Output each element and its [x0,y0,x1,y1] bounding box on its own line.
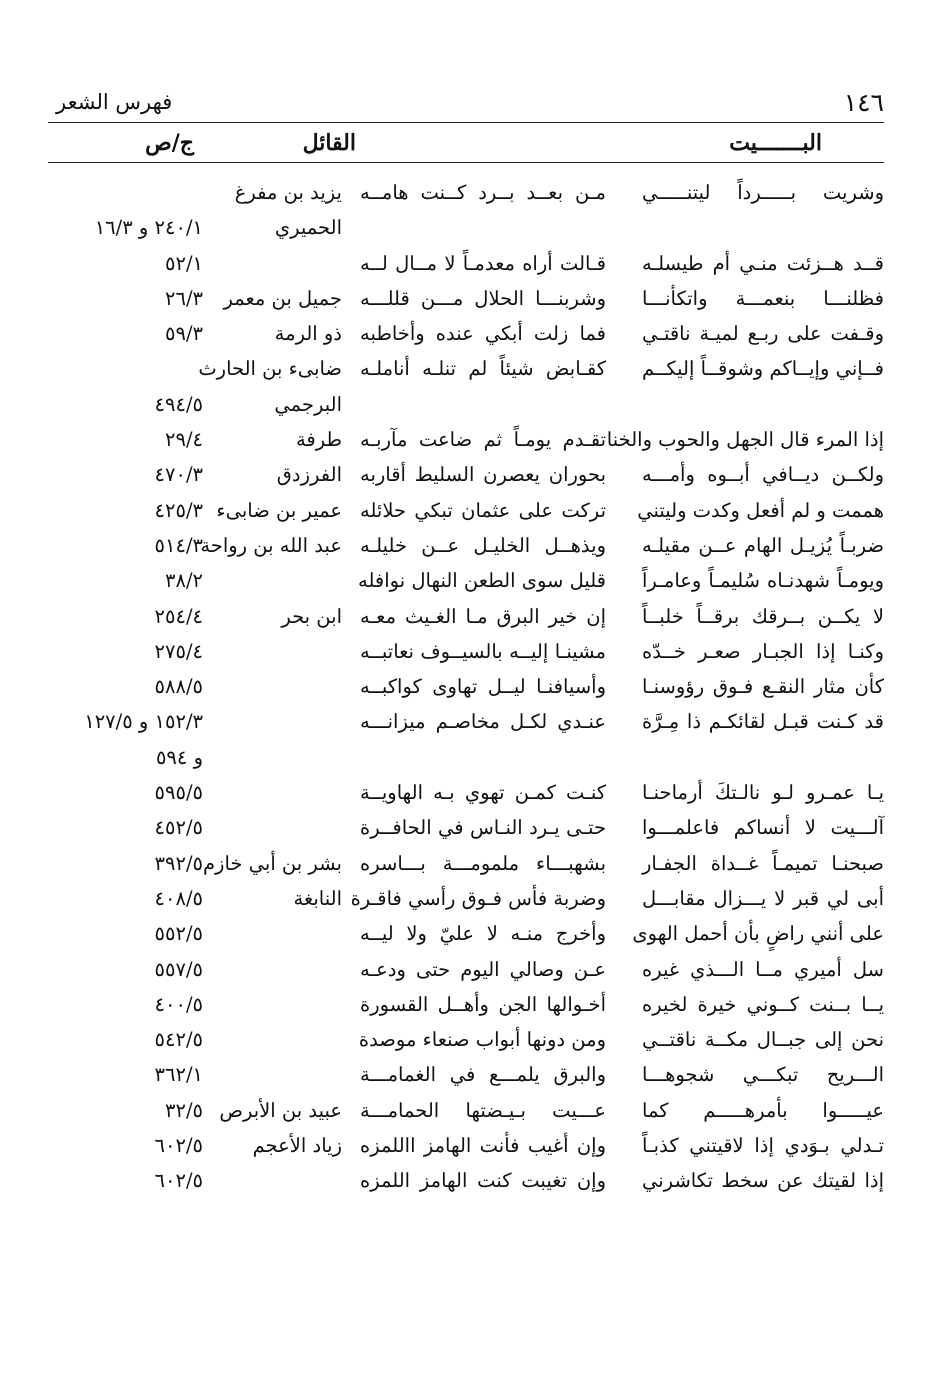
table-row [0,707,946,742]
poet-name: جميل بن معمر [223,286,342,310]
second-hemistich: بشهبـــاء ملمومـــة بـــاسره [360,851,606,875]
second-hemistich: مشينـا إليــه بالسيــوف نعاتبــه [360,639,606,663]
second-hemistich: بحوران يعصرن السليط أقاربه [360,463,606,487]
second-hemistich: فما زلت أبكي عنده وأخاطبه [360,322,606,346]
table-row [0,1131,946,1166]
volume-page-reference: و ٥٩٤ [155,745,203,769]
first-hemistich: فظلنـــا بنعمـــة واتكأنـــا [642,286,884,310]
poet-name: طرفة [295,428,342,452]
first-hemistich: قد كـنت قبـل لقائكـم ذا مِـرَّة [642,710,884,734]
volume-page-reference: ٤٩٤/٥ [154,392,203,416]
volume-page-reference: ٥٥٢/٥ [154,922,203,946]
poet-name: عبيد بن الأبرص [219,1098,342,1122]
table-row [0,1166,946,1201]
poet-name: يزيد بن مفرغ [234,181,342,204]
table-row [0,602,946,637]
volume-page-reference: ٥١٤/٣ [154,533,203,557]
second-hemistich: وإن أغيب فأنت الهامز االلمزه [360,1134,606,1158]
volume-page-reference: ٥٩٥/٥ [154,781,203,805]
volume-page-reference: ٦٠٢/٥ [154,1134,203,1158]
second-hemistich: وأسيافنـا ليــل تهاوى كواكبــه [360,675,606,699]
poet-name: ابن بحر [281,604,342,628]
volume-page-reference: ٢٤٠/١ و ١٦/٣ [94,216,203,240]
table-row [0,425,946,460]
second-hemistich: ومن دونها أبواب صنعاء موصدة [358,1028,606,1052]
column-headers [48,130,884,160]
table-row [0,672,946,707]
poet-name: النابغة [293,886,342,910]
table-row [0,849,946,884]
volume-page-reference: ٤٧٠/٣ [154,463,203,487]
first-hemistich: عيـــــوا بأمرهـــــم كما [642,1098,884,1122]
volume-page-reference: ٢٥٤/٤ [154,604,203,628]
second-hemistich: قـالت أراه معدمـاً لا مــال لــه [360,251,606,275]
table-row [0,743,946,778]
second-hemistich: عـــيت بـيـضتها الحمامـــة [360,1098,606,1122]
table-row [0,460,946,495]
first-hemistich: على أنني راضٍ بأن أحمل الهوى [632,922,884,946]
volume-page-reference: ٥٨٨/٥ [154,675,203,699]
second-hemistich: كقـابض شيئاً لم تنلـه أناملـه [360,357,606,381]
first-hemistich: إذا لقيتك عن سخط تكاشرني [642,1169,884,1193]
second-hemistich: مـن بعــد بــرد كــنت هامــه [360,181,606,204]
second-hemistich: عنـدي لكـل مخاصـم ميزانـــه [360,710,606,734]
volume-page-reference: ٤٠٠/٥ [154,992,203,1016]
second-hemistich: وشربنـــا الحلال مـــن قللـــه [360,286,606,310]
first-hemistich: وشريت بـــــرداً ليتنـــــي [642,181,884,204]
first-hemistich: تـدلي بـوَدي إذا لاقيتني كذبـاً [642,1134,884,1158]
table-row [0,919,946,954]
first-hemistich: سل أميري مــا الـــذي غيره [642,957,884,981]
second-hemistich: عـن وصالي اليوم حتى ودعـه [360,957,606,981]
table-row [0,249,946,284]
second-hemistich: ويذهــل الخليـل عــن خليلـه [360,533,606,557]
first-hemistich: نحن إلى جبــال مكــة ناقتــي [642,1028,884,1052]
volume-page-reference: ٣٢/٥ [165,1098,203,1122]
first-hemistich: وقـفت على ربـع لميـة ناقتـي [642,322,884,346]
poet-name: عمير بن ضابىء [216,498,342,522]
second-hemistich: كنـت كمـن تهوي بـه الهاويــة [360,781,606,805]
first-hemistich: الـــريح تبكـــي شجوهـــا [642,1063,884,1087]
first-hemistich: فــإني وإيــاكم وشوقــاً إليكــم [642,357,884,381]
first-hemistich: يـا عمـرو لـو نالـتكَ أرماحنـا [642,781,884,805]
volume-page-reference: ٣٩٢/٥ [154,851,203,875]
volume-page-reference: ٥٢/١ [165,251,203,275]
table-row [0,319,946,354]
table-row [0,955,946,990]
first-hemistich: لا يكــن بــرقك برقــاً خلبــاً [642,604,884,628]
second-hemistich: حتـى يـرد النـاس في الحافــرة [360,816,606,840]
poet-column-header: القائل [302,130,356,156]
reference-column-header: ج/ص [145,130,194,156]
table-row [0,178,946,213]
volume-page-reference: ٦٠٢/٥ [154,1169,203,1193]
column-header-rule [48,162,884,163]
table-row [0,531,946,566]
header-rule [48,122,884,123]
volume-page-reference: ٣٨/٢ [165,569,203,593]
first-hemistich: صبحنـا تميمـاً غــداة الجفـار [642,851,884,875]
table-row [0,778,946,813]
table-row [0,284,946,319]
poet-name: زياد الأعجم [252,1134,342,1158]
first-hemistich: آلـــيت لا أنساكم فاعلمـــوا [642,816,884,840]
volume-page-reference: ٣٦٢/١ [154,1063,203,1087]
verse-column-header: البـــــــيت [729,130,822,156]
table-row [0,1025,946,1060]
volume-page-reference: ٤٢٥/٣ [154,498,203,522]
table-row [0,637,946,672]
poet-name: الحميري [274,216,342,240]
table-row [0,1060,946,1095]
volume-page-reference: ٤٥٢/٥ [154,816,203,840]
page-number: ١٤٦ [843,88,884,117]
poet-name: الفرزدق [276,463,342,487]
second-hemistich: والبرق يلمـــع في الغمامـــة [360,1063,606,1087]
second-hemistich: تركت على عثمان تبكي حلائله [360,498,606,522]
table-row [0,496,946,531]
first-hemistich: ضربـاً يُزيـل الهام عــن مقيلـه [642,533,884,557]
second-hemistich: وأخرج منـه لا عليّ ولا ليــه [360,922,606,946]
first-hemistich: ويومـاً شهدنـاه سُليمـاً وعامـراً [642,569,884,593]
first-hemistich: ولكــن ديــافي أبــوه وأمـــه [642,463,884,487]
table-row [0,354,946,389]
volume-page-reference: ٢٧٥/٤ [154,639,203,663]
volume-page-reference: ٥٩/٣ [165,322,203,346]
first-hemistich: يــا بــنت كــوني خيرة لخيره [642,992,884,1016]
volume-page-reference: ١٥٢/٣ و ١٢٧/٥ [84,710,203,734]
running-title: فهرس الشعر [56,90,173,114]
first-hemistich: إذا المرء قال الجهل والحوب والخنا [606,428,884,452]
volume-page-reference: ٥٥٧/٥ [154,957,203,981]
poet-name: بشر بن أبي خازم [202,851,342,875]
table-row [0,1096,946,1131]
first-hemistich: هممت و لم أفعل وكدت وليتني [637,498,884,522]
poet-name: عبد الله بن رواحة [200,533,342,557]
second-hemistich: وإن تغيبت كنت الهامز اللمزه [360,1169,606,1193]
volume-page-reference: ٢٩/٤ [165,428,203,452]
first-hemistich: أبى لي قبر لا يـــزال مقابـــل [642,886,884,910]
table-row [0,213,946,248]
volume-page-reference: ٥٤٢/٥ [154,1028,203,1052]
poet-name: ذو الرمة [274,322,342,346]
verse-index-table [0,178,946,1202]
volume-page-reference: ٢٦/٣ [165,286,203,310]
second-hemistich: تقـدم يومـاً ثم ضاعت مآربـه [360,428,606,452]
second-hemistich: قليل سوى الطعن النهال نوافله [358,569,606,593]
second-hemistich: إن خير البرق مـا الغـيث معـه [360,604,606,628]
volume-page-reference: ٤٠٨/٥ [154,886,203,910]
first-hemistich: وكنـا إذا الجبـار صعـر خــدّه [642,639,884,663]
first-hemistich: قــد هــزئت منـي أم طيسلـه [642,251,884,275]
table-row [0,990,946,1025]
first-hemistich: كأن مثار النقـع فـوق رؤوسنـا [642,675,884,699]
poet-name: البرجمي [274,392,342,416]
table-row [0,813,946,848]
table-row [0,884,946,919]
table-row [0,566,946,601]
page-header [48,88,884,122]
poet-name: ضابىء بن الحارث [198,357,342,381]
table-row [0,390,946,425]
second-hemistich: أخـوالها الجن وأهــل القسورة [360,992,606,1016]
second-hemistich: وضربة فأس فـوق رأسي فاقـرة [350,886,606,910]
